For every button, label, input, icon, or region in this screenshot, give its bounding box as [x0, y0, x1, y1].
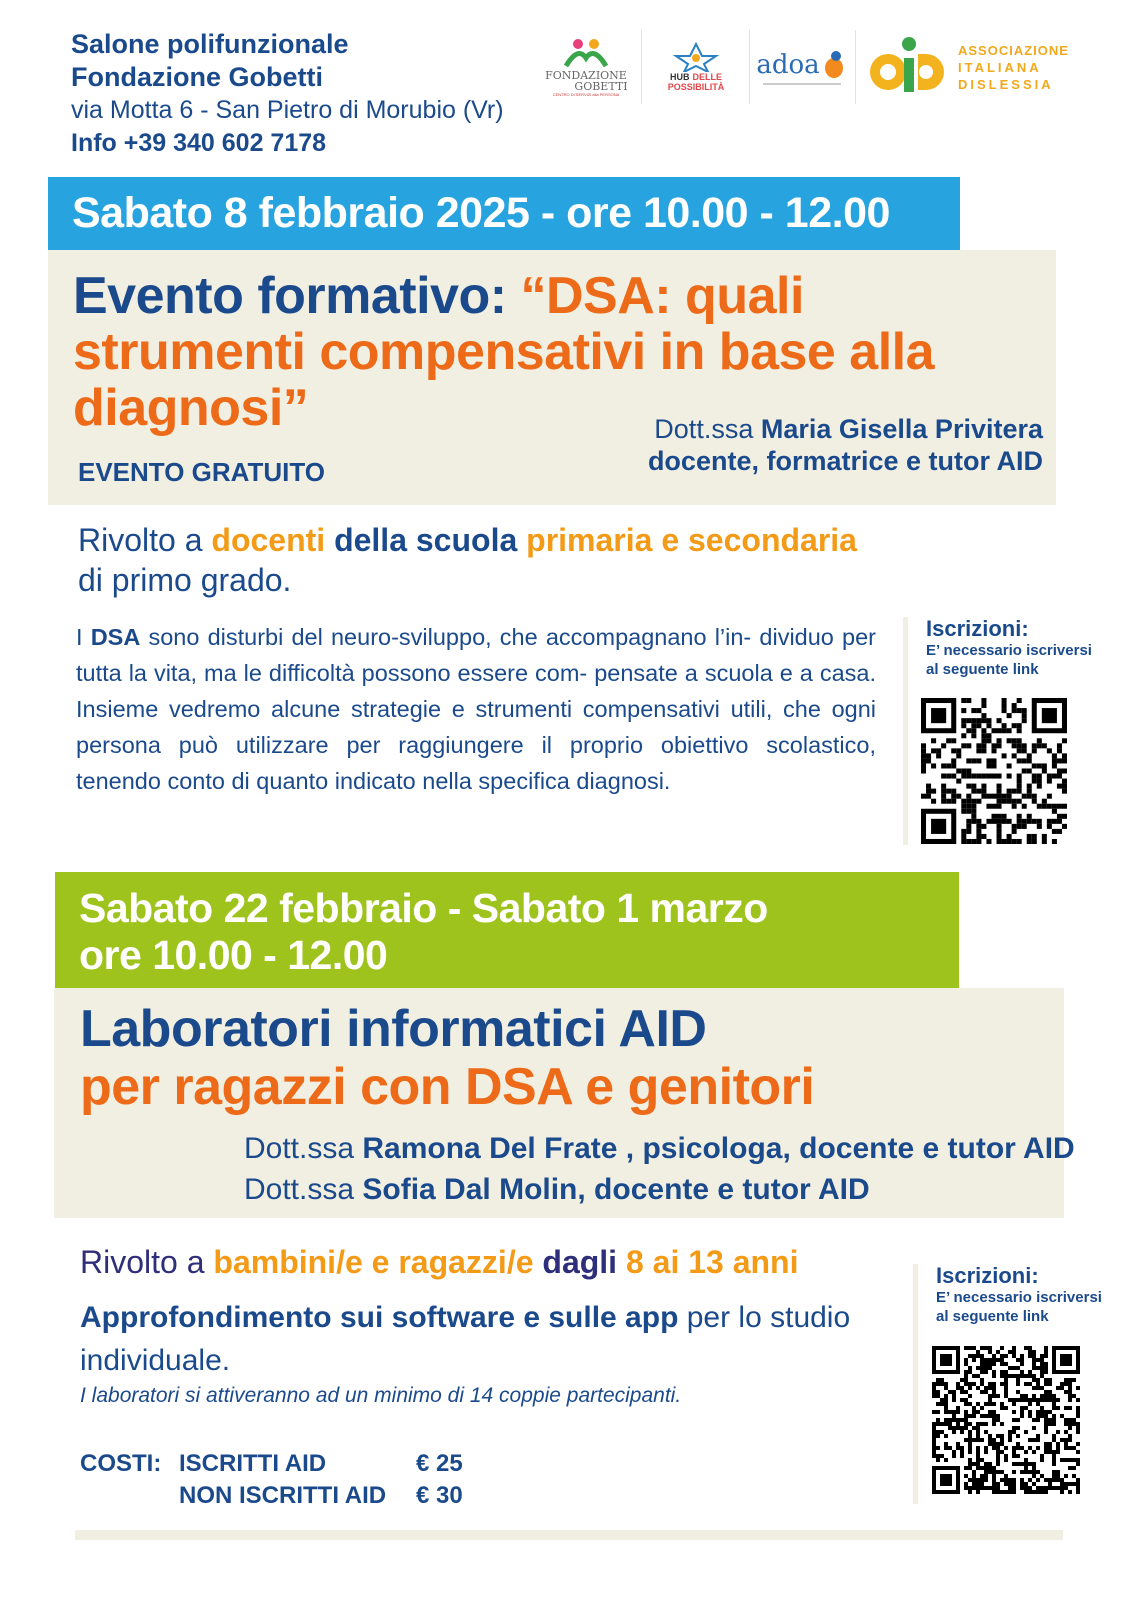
event1-reg-title: Iscrizioni:: [926, 616, 1029, 641]
event2-note: I laboratori si attiveranno ad un minimo di 14 coppie partecipanti.: [80, 1384, 682, 1407]
event1-speaker-title: Dott.ssa: [654, 414, 761, 444]
aid-text-2: ITALIANA: [958, 59, 1042, 75]
event1-qr-code[interactable]: [921, 698, 1067, 844]
event2-speakers: [244, 1128, 1075, 1210]
logo-divider: [855, 30, 856, 104]
event1-date-band: Sabato 8 febbraio 2025 - ore 10.00 - 12.00: [48, 177, 960, 250]
event1-title: [73, 268, 953, 436]
event1-body-1: I: [76, 624, 91, 650]
cost-row: [179, 1480, 479, 1512]
event2-aud-4: 8 ai 13 anni: [625, 1244, 799, 1280]
event2-focus: [80, 1296, 880, 1382]
gobetti-text-top: FONDAZIONE: [545, 69, 627, 82]
event2-aud-3: dagli: [533, 1244, 626, 1280]
event2-audience: [80, 1242, 798, 1282]
adoa-figure-icon: [820, 50, 848, 80]
hub-star-icon: [666, 42, 726, 72]
event2-focus-bold: Approfondimento sui software e sulle app: [80, 1301, 679, 1334]
aid-text-3: DISLESSIA: [958, 76, 1054, 92]
event2-sp1-title: Dott.ssa: [244, 1132, 363, 1165]
event1-aud-4: primaria e secondaria: [526, 522, 857, 558]
aid-text-1: ASSOCIAZIONE: [958, 42, 1069, 58]
event1-speaker-role: docente, formatrice e tutor AID: [647, 446, 1043, 476]
event2-title: [80, 1000, 814, 1116]
cost2-price: € 30: [416, 1482, 463, 1509]
venue-name: Salone polifunzionale: [71, 29, 349, 59]
event2-focus-rest: per lo studio individuale.: [80, 1301, 851, 1377]
event1-reg-line1: E’ necessario iscriversi: [926, 642, 1092, 659]
gobetti-figures-icon: [558, 36, 614, 70]
aid-logo: [866, 32, 1076, 102]
hub-text-b: DELLE: [692, 72, 722, 82]
gobetti-tagline: CENTRO DI SERVIZI alla PERSONA: [552, 92, 620, 97]
logo-divider: [749, 30, 750, 104]
event1-free-label: EVENTO GRATUITO: [78, 457, 326, 487]
event2-aud-2: bambini/e e ragazzi/e: [213, 1244, 534, 1280]
hub-logo: [650, 32, 742, 102]
event2-reg-line1: E’ necessario iscriversi: [936, 1289, 1102, 1306]
adoa-logo: [756, 32, 848, 102]
gobetti-logo: [538, 32, 634, 102]
event1-speaker: [648, 413, 1043, 477]
venue-foundation: Fondazione Gobetti: [71, 62, 323, 92]
event1-aud-1: Rivolto a: [78, 522, 212, 558]
event1-title-main: “DSA: quali strumenti compensativi in base alla diagnosi”: [73, 267, 935, 437]
adoa-text: adoa: [756, 49, 820, 80]
event1-aud-5: di primo grado.: [78, 562, 292, 598]
cost-row: [179, 1448, 479, 1480]
event1-aud-3: della scuola: [325, 522, 527, 558]
hub-text-c: POSSIBILITÀ: [667, 82, 725, 92]
cost1-label: ISCRITTI AID: [179, 1450, 327, 1477]
event2-sp1-name: Ramona Del Frate , psicologa, docente e tutor AID: [362, 1132, 1075, 1165]
adoa-underline: [763, 83, 841, 85]
event2-reg-line2: al seguente link: [936, 1308, 1049, 1325]
event1-speaker-name: Maria Gisella Privitera: [760, 414, 1043, 444]
event2-qr-code[interactable]: [932, 1346, 1080, 1494]
aid-mark-icon: [866, 32, 946, 102]
hub-text-a: HUB: [669, 72, 690, 82]
venue-block: [71, 28, 504, 160]
gobetti-text-bottom: GOBETTI: [574, 80, 628, 93]
event1-body-dsa: DSA: [90, 624, 141, 650]
cost1-price: € 25: [416, 1450, 463, 1477]
event2-title-line1: Laboratori informatici AID: [80, 1000, 707, 1058]
event1-aud-2: docenti: [211, 522, 326, 558]
venue-address: via Motta 6 - San Pietro di Morubio (Vr): [71, 96, 504, 124]
logo-divider: [641, 30, 642, 104]
event2-sp2-name: Sofia Dal Molin, docente e tutor AID: [362, 1173, 870, 1206]
venue-phone: Info +39 340 602 7178: [71, 129, 327, 157]
event2-sp2-title: Dott.ssa: [244, 1173, 363, 1206]
event2-aud-1: Rivolto a: [80, 1244, 214, 1280]
event1-reg-line2: al seguente link: [926, 661, 1039, 678]
event1-body-2: sono disturbi del neuro-sviluppo, che accompagnano l’in- dividuo per tutta la vita, ma le difficoltà possono essere com- pensate a scuola e a casa. Insieme vedremo alcune strategie e strumenti compensativi utili, che ogni persona può utilizzare per raggiungere il proprio obiettivo scolastico, tenendo conto di quanto indicato nella specifica diagnosi.: [76, 624, 876, 794]
event1-description: [76, 619, 876, 799]
event1-title-prefix: Evento formativo:: [73, 267, 521, 325]
event1-audience: [78, 520, 857, 600]
cost2-label: NON ISCRITTI AID: [179, 1482, 387, 1509]
bottom-divider: [75, 1530, 1063, 1540]
event2-date-band: [55, 872, 959, 988]
event2-title-line2: per ragazzi con DSA e genitori: [80, 1058, 815, 1116]
event2-reg-title: Iscrizioni:: [936, 1263, 1039, 1288]
costs-label: COSTI:: [80, 1450, 162, 1477]
event2-date-line2: ore 10.00 - 12.00: [79, 932, 388, 978]
event2-date-line1: Sabato 22 febbraio - Sabato 1 marzo: [79, 885, 768, 931]
